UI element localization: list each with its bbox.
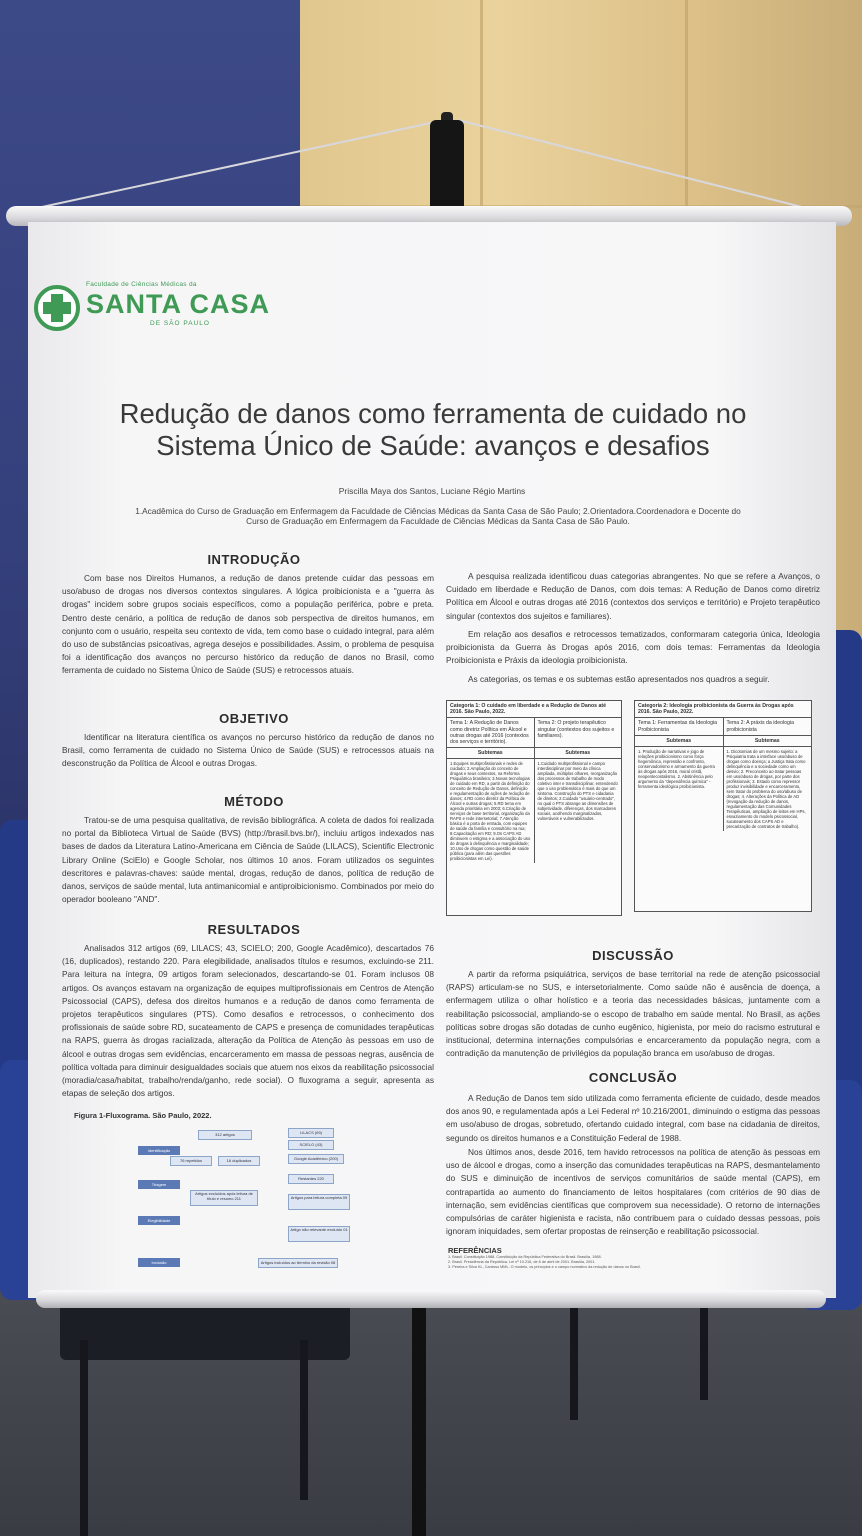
results-tables-intro: As categorias, os temas e os subtemas estão apresentados nos quadros a seguir. — [468, 674, 770, 684]
resultados-text: Analisados 312 artigos (69, LILACS; 43, SCIELO; 200, Google Acadêmico), descartados 76 (16, duplicados), restando 220. Para elegibilidade, analisados títulos e resumos, excluindo-se 211. Para leitura na íntegra, 09 artigos foram selecionados, descartando-se 01. Foram inclusos 08 artigos. Os avanços estavam na organização de equipes multiprofissionais em Centros de Atenção Psicossocial (CAPS), defesa dos direitos humanos e a redução de danos como ferramenta de projetos terapêuticos singulares (PTS). Como desafios e retrocessos, o conhecimento dos profissionais de saúde sobre RD, sucateamento de CAPS e presença de comunidades terapêuticas na RAPS, guerra às drogas racializada, alteração da Política de Atenção às pessoas em uso de álcool e outras drogas sem evidências, encarceramento em massa de pessoas negras, ausência de política voltada para diminuir desigualdades sociais que atuem nos eixos da reabilitação psicossocial (moradia/casa/habitat, trabalho/renda/ganho, rede social). O fluxograma a seguir, apresenta as etapas de seleção dos artigos. — [62, 943, 434, 1099]
flow-box: Artigos incluídos ao término da revisão 08 — [258, 1258, 338, 1268]
chair-leg — [300, 1340, 308, 1500]
figure-caption: Figura 1-Fluxograma. São Paulo, 2022. — [74, 1111, 212, 1120]
resultados-heading: RESULTADOS — [207, 922, 301, 937]
clamp — [430, 120, 464, 212]
conclusao-text-1: A Redução de Danos tem sido utilizada como ferramenta eficiente de cuidado, desde meados dos anos 90, e regulamentada após a Lei Federal nº 10.216/2001, diminuindo o estigma das pessoas em uso/abuso de drogas, sobretudo, ofertando cuidado integral, com base na cidadania de direitos, segundo os direitos humanos e a Constituição Federal de 1988. — [446, 1093, 820, 1143]
chair-leg — [700, 1300, 708, 1400]
affiliation: 1.Acadêmica do Curso de Graduação em Enfermagem da Faculdade de Ciências Médicas da Santa Casa de São Paulo; 2.Orientadora.Coordenadora e Docente do Curso de Graduação em Enfermagem da Faculdade de Ciências Médicas da Santa Casa de São Paulo. — [135, 506, 741, 526]
reference-item: 3. Pereira e Silva KL, Cardoso MML. O modelo, os princípios e o campo normativo da redução de danos no Brasil. — [448, 1265, 641, 1269]
references-list — [448, 1255, 808, 1270]
table-row — [635, 718, 811, 735]
flow-stage: Elegibilidade — [138, 1216, 180, 1225]
objetivo-text: Identificar na literatura científica os avanços no percurso histórico da redução de danos no Brasil, como ferramenta de cuidado no Sistema Único de Saúde (SUS) e retrocessos atuais na desconstrução da Política de Álcool e outras Drogas. — [62, 732, 434, 769]
flow-box: SCIELO (43) — [288, 1140, 334, 1150]
table-cell: 1. Produção de narrativas e jogo de relações proibicionismo como força hegemônica, repressão e confronto, conservadorismo e armamento da guerra às drogas após 2016, moral cristã, neopentecostalismo. 2. Abstinência pelo argumento da "dependência química" - ferramenta ideológica proibicionista. — [638, 749, 715, 790]
table-row — [447, 718, 621, 748]
metodo-heading: MÉTODO — [224, 794, 284, 809]
flow-stage: Identificação — [138, 1146, 180, 1155]
intro-text: Com base nos Direitos Humanos, a redução de danos pretende cuidar das pessoas em uso/abuso de drogas nos diversos contextos singulares. A lógica proibicionista e a "guerra às drogas" incidem sobre grupos sociais específicos, como a população periférica, pobre e preta. Dentro deste cenário, a política de redução de danos sob perspectiva de direitos humanos, em conjunto com o usuário, respeita seu contexto de vida, tem como base o cuidado integral, para além do uso de substâncias psicoativas, agrega desejos e possibilidades. Assim, o problema de pesquisa foi a identificação dos avanços no percurso histórico da redução de danos no Brasil, como ferramenta de cuidado no Sistema Único de Saúde (SUS) e retrocessos atuais. — [62, 573, 434, 676]
cross-icon — [43, 302, 71, 314]
results-challenges-text: Em relação aos desafios e retrocessos tematizados, conformaram categoria única, Ideologia proibicionista da Guerra às Drogas após 2016, com dois temas: Ferramentas da Ideologia Proibicionista e Práxis da ideologia proibicionista. — [446, 629, 820, 666]
flow-box: LILACS (69) — [288, 1128, 334, 1138]
flow-box: Google Acadêmico (200) — [288, 1154, 344, 1164]
flow-box: 16 duplicados — [218, 1156, 260, 1166]
poster — [28, 222, 836, 1298]
santa-casa-logo — [34, 277, 270, 337]
bottom-rod — [36, 1290, 826, 1308]
flow-box: Artigo não relevante excluído 01 — [288, 1226, 350, 1242]
table-row — [635, 736, 811, 747]
metodo-text: Tratou-se de uma pesquisa qualitativa, de revisão bibliográfica. A coleta de dados foi realizada no portal da Biblioteca Virtual de Saúde (BVS) (http://brasil.bvs.br/), incluiu artigos indexados nas bases de dados da Literatura Latino-Americana em Ciência de Saúde (LILACS), Scientific Electronic Library Online (SciElo) e Google Scholar, nos últimos 10 anos. Foram utilizados os seguintes descritores e palavras-chaves: saúde mental, drogas, redução de danos, política de redução de danos, serviços de saúde mental, luta antimanicomial e antiproibicionismo. Combinados por meio do operador booleano "AND". — [62, 815, 434, 905]
title-line-1: Redução de danos como ferramenta de cuidado no — [119, 398, 747, 429]
flow-stage: Inclusão — [138, 1258, 180, 1267]
table-theme: Tema 2: O projeto terapêutico singular (contextos dos sujeitos e familiares). — [534, 718, 622, 747]
flow-box: Artigos para leitura completa 09 — [288, 1194, 350, 1210]
discussao-heading: DISCUSSÃO — [592, 948, 674, 963]
table-subheader: Subtemas — [666, 737, 692, 744]
flow-stage: Triagem — [138, 1180, 180, 1189]
table-cell: 1. Dicotomias de um mesmo sujeito: a Psiquiatria trata a interface uso/abuso de drogas como doença; a Justiça trata como delinquência e a sociedade como um desvio; 2. Preconceito ao tratar pessoas em uso/abuso de drogas, por parte dos profissionais; 3. Estado como repressor produz invisibilidade e encarceramento, sem tratar do problema do uso/abuso de drogas; 4. Alterações da Política de AD (revogação da redução de danos, regulamentação das Comunidades Terapêuticas, ampliação de leitos em HPs, esvaziamento do modelo psicossocial, sucateamento dos CAPS AD e precarização de contratos de trabalho). — [723, 747, 812, 831]
references-heading: REFERÊNCIAS — [448, 1246, 502, 1255]
logo-name: SANTA CASA — [86, 289, 270, 319]
flow-box: 76 repetidos — [170, 1156, 212, 1166]
table-row — [447, 748, 621, 759]
table-theme: Tema 1: A Redução de Danos como diretriz Política em Álcool e outras drogas até 2016 (contextos dos serviços e território). — [450, 720, 529, 746]
flow-box: Restantes 220 — [288, 1174, 334, 1184]
flow-box: 312 artigos — [198, 1130, 252, 1140]
table-subheader: Subtemas — [534, 748, 622, 758]
table-subheader: Subtemas — [723, 736, 812, 746]
logo-city: DE SÃO PAULO — [150, 320, 210, 327]
table-theme: Tema 1: Ferramentas da Ideologia Proibicionista — [638, 720, 718, 733]
table-row — [635, 747, 811, 831]
reference-item: 2. Brasil. Presidência da República. Lei nº 10.216, de 6 de abril de 2001. Brasília, 2001. — [448, 1260, 596, 1264]
conclusao-text-2: Nos últimos anos, desde 2016, tem havido retrocessos na política de atenção às pessoas em uso de álcool e drogas, como a inserção das comunidades terapêuticas na RAPS, desmantelamento do SUS e diminuição de incentivos de serviços comunitários de saúde mental (CAPS), em contrapartida ao aumento do financiamento de leitos hospitalares (com critérios de 90 dias de internação, sem evidências científicas que comprovem sua necessidade). O retorno de internações compulsórias de caráter higienista e racista, não contribuem para o cuidado dessas pessoas, pois ignoram iniquidades, sem ofertar propostas de reinserção e reabilitação psicossocial. — [446, 1147, 820, 1237]
table-categoria-1 — [446, 700, 622, 916]
conclusao-heading: CONCLUSÃO — [588, 1070, 678, 1085]
table-caption: Categoria 1: O cuidado em liberdade e a Redução de Danos até 2016. São Paulo, 2022. — [447, 701, 621, 718]
objetivo-heading: OBJETIVO — [219, 711, 289, 726]
table-subheader: Subtemas — [477, 750, 503, 757]
table-categoria-2 — [634, 700, 812, 912]
table-theme: Tema 2: A práxis da ideologia proibicionista — [723, 718, 812, 734]
table-cell: 1.Cuidado multiprofissional e campo interdisciplinar por meio da clínica ampliada, múltiplos olhares, reorganização dos processos de trabalho de modo coletivo inter e transdisciplinar, entendendo que o uso problemático é mais do que um sintoma. Construção do PTS e cidadania de direitos; 2.Cuidado "usuário-centrado", no qual o PTS abrange as dimensões de subjetividade, diferenças, dos marcadores sociais, acolhendo marginalizados, vulneráveis e vulnerabilizados. — [534, 759, 622, 863]
authors: Priscilla Maya dos Santos, Luciane Régio Martins — [338, 486, 526, 496]
intro-heading: INTRODUÇÃO — [207, 552, 301, 567]
chair-leg — [80, 1340, 88, 1536]
table-caption: Categoria 2: Ideologia proibicionista da Guerra às Drogas após 2016. São Paulo, 2022. — [635, 701, 811, 718]
logo-faculty-line: Faculdade de Ciências Médicas da — [86, 281, 197, 288]
flow-box: Artigos excluídos após leitura de título e resumo 211 — [190, 1190, 258, 1206]
banner-stand — [412, 1305, 426, 1536]
table-cell: 1.Equipes multiprofissionais e redes de cuidado; 2.Ampliação do conceito de drogas e seus contextos, na Reforma Psiquiátrica brasileira; 3.Novas tecnologias de cuidado em RD, a partir da definição do conceito de Redução de Danos, definição e regulamentação de ações de redução de danos; 4.RD como diretriz da Política de Álcool e outras drogas; 5.RD tema em agenda prioritária em 2003; 6.Criação de serviços de base territorial, organização da RAPS e rede intersetorial; 7.Atenção básica é a porta de entrada, com equipes de saúde da família e consultório na rua; 8.Capacitação em RD; 9.Os CAPS AD diminuem o estigma e a associação do uso de drogas à delinquência e marginalidade; 10.Uso de drogas como questão de saúde pública (para além das questões proibicionistas em Lei). — [450, 761, 531, 862]
flowchart — [138, 1124, 378, 1284]
reference-item: 1. Brasil. Constituição 1988. Constituição da República Federativa do Brasil. Brasília, 1988. — [448, 1255, 602, 1259]
poster-title — [38, 398, 828, 462]
results-categories-text: A pesquisa realizada identificou duas categorias abrangentes. No que se refere a Avanços, o Cuidado em liberdade e Redução de Danos, com dois temas: A Redução de Danos como diretriz Política em Álcool e outras drogas até 2016 (contextos dos serviços e território) e Projeto terapêutico singular (contextos dos sujeitos e familiares). — [446, 571, 820, 621]
chair-leg — [570, 1300, 578, 1420]
table-row — [447, 759, 621, 863]
title-line-2: Sistema Único de Saúde: avanços e desafios — [156, 430, 710, 461]
discussao-text: A partir da reforma psiquiátrica, serviços de base territorial na rede de atenção psicossocial (RAPS) articulam-se no SUS, e intersetorialmente. Como saúde não é ausência de doença, a enfermagem utiliza o olhar holístico e a teoria das necessidades básicas, juntamente com a reabilitação psicossocial, ampliando-se o escopo de trabalho em saúde mental. No Brasil, as ações políticas sobre drogas são dotadas de cunho eugênico, higienista, por meio do racismo estrutural e institucional, determina internações compulsórias e encarceramento da população negra, com a contradição da manutenção de privilégios da população branca em uso/abuso de drogas. — [446, 969, 820, 1059]
